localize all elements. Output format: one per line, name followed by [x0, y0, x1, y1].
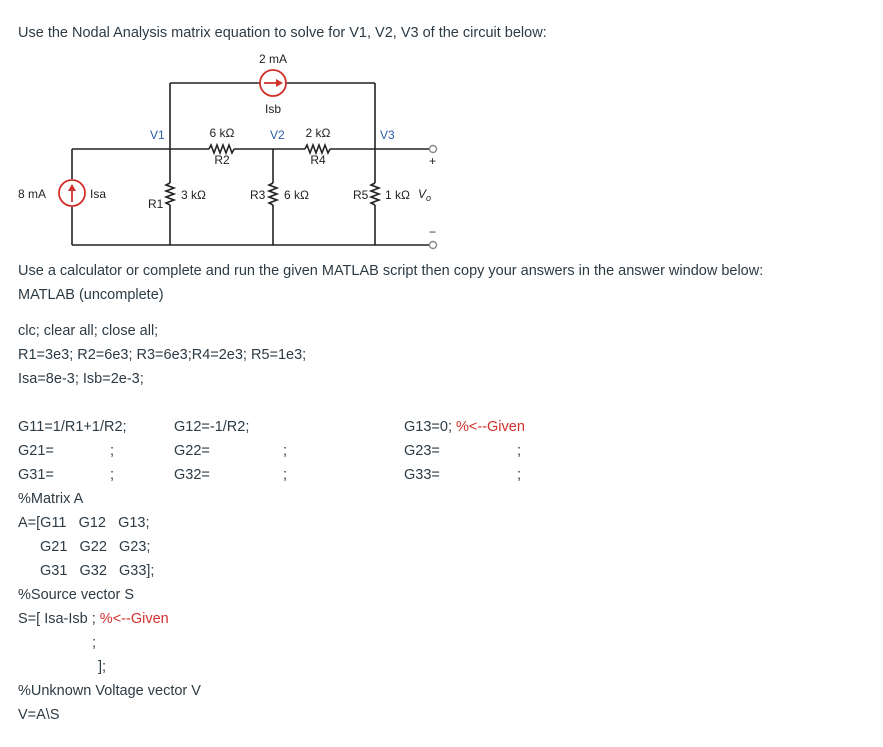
semicolon: ;	[517, 443, 522, 459]
terminal-plus	[430, 146, 437, 153]
script-matrix-row1: A=[G11 G12 G13;	[18, 515, 150, 531]
vo-label: $V_o$	[418, 187, 432, 203]
script-g33: G33=	[404, 467, 440, 483]
question-prompt: Use the Nodal Analysis matrix equation to solve for V1, V2, V3 of the circuit below:	[18, 25, 547, 41]
r5-value-label: 1 kΩ	[385, 188, 410, 202]
r4-resistor	[305, 145, 330, 153]
r4-name-label: R4	[310, 153, 326, 167]
script-source-row3: ];	[98, 659, 107, 675]
script-line-sources: Isa=8e-3; Isb=2e-3;	[18, 371, 144, 387]
script-g11: G11=1/R1+1/R2;	[18, 419, 127, 435]
script-g13: G13=0; %<--Given	[404, 419, 525, 435]
r2-resistor	[209, 145, 234, 153]
script-source-comment: %Source vector S	[18, 587, 135, 603]
r5-resistor	[371, 183, 379, 205]
script-g31: G31=	[18, 467, 54, 483]
isa-value-label: 8 mA	[18, 187, 47, 201]
script-line-resistors: R1=3e3; R2=6e3; R3=6e3;R4=2e3; R5=1e3;	[18, 347, 307, 363]
script-matrix-row2: G21 G22 G23;	[40, 539, 151, 555]
script-line-clc: clc; clear all; close all;	[18, 323, 159, 339]
r2-name-label: R2	[214, 153, 230, 167]
r4-value-label: 2 kΩ	[305, 126, 331, 140]
vo-minus-label: −	[429, 225, 437, 239]
r3-resistor	[269, 183, 277, 205]
r3-value-label: 6 kΩ	[284, 188, 309, 202]
r1-value-label: 3 kΩ	[181, 188, 206, 202]
script-g23: G23=	[404, 443, 440, 459]
isb-value-label: 2 mA	[258, 52, 288, 66]
script-unknown-comment: %Unknown Voltage vector V	[18, 683, 201, 699]
node-v2-label: V2	[270, 128, 285, 142]
given-comment: %<--Given	[456, 419, 525, 435]
r2-value-label: 6 kΩ	[209, 126, 235, 140]
script-source-row2: ;	[92, 635, 97, 651]
script-source-row1: S=[ Isa-Isb ; %<--Given	[18, 611, 169, 627]
r5-name-label: R5	[353, 188, 369, 202]
circuit-diagram	[0, 0, 883, 260]
script-matrix-comment: %Matrix A	[18, 491, 84, 507]
r1-resistor	[166, 183, 174, 205]
r3-name-label: R3	[250, 188, 266, 202]
isa-name-label: Isa	[90, 187, 107, 201]
matlab-subtitle: MATLAB (uncomplete)	[18, 287, 164, 303]
semicolon: ;	[517, 467, 522, 483]
script-g22: G22=	[174, 443, 210, 459]
script-g21: G21=	[18, 443, 54, 459]
given-comment: %<--Given	[99, 611, 169, 627]
semicolon: ;	[283, 467, 288, 483]
script-g12: G12=-1/R2;	[174, 419, 250, 435]
r1-name-label: R1	[148, 197, 164, 211]
script-matrix-row3: G31 G32 G33];	[40, 563, 155, 579]
semicolon: ;	[110, 467, 115, 483]
instruction-text: Use a calculator or complete and run the given MATLAB script then copy your answers in the answer window below:	[18, 263, 764, 279]
node-v1-label: V1	[150, 128, 165, 142]
semicolon: ;	[283, 443, 288, 459]
script-solve-line: V=A\S	[18, 707, 60, 723]
node-v3-label: V3	[380, 128, 395, 142]
terminal-minus	[430, 242, 437, 249]
semicolon: ;	[110, 443, 115, 459]
isb-name-label: Isb	[264, 102, 282, 116]
script-g32: G32=	[174, 467, 210, 483]
vo-plus-label: +	[429, 154, 437, 168]
